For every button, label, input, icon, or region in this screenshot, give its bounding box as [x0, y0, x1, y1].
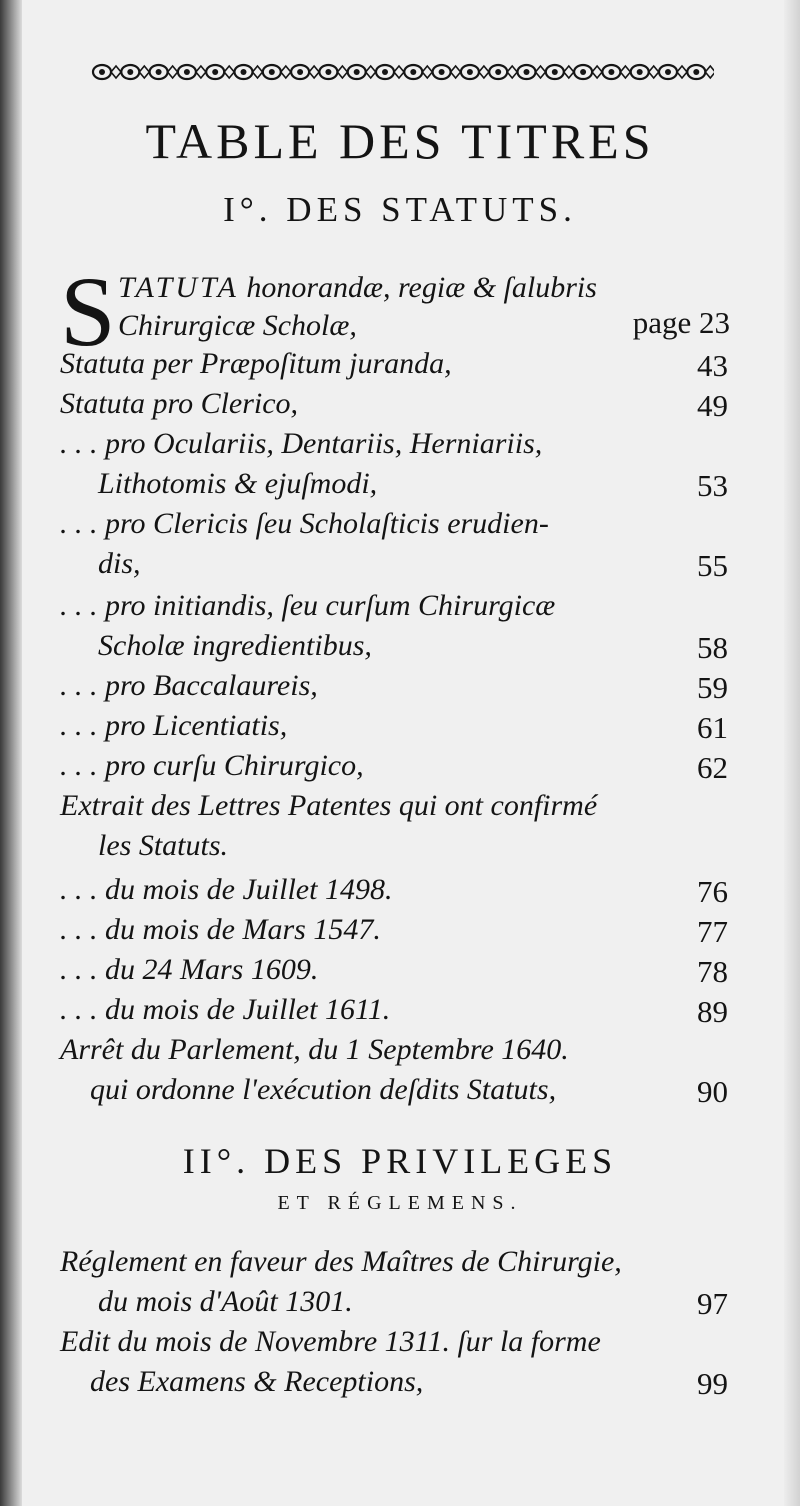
toc-entry-text: Scholæ ingredientibus,: [98, 629, 372, 662]
first-entry-caps: TATUTA: [118, 271, 239, 304]
toc-entry-page-number: 77: [697, 914, 728, 949]
section-heading-statuts: I°. DES STATUTS.: [223, 190, 577, 229]
section-heading-privileges: II°. DES PRIVILEGES: [182, 1141, 618, 1181]
toc-entry-page-number: 59: [697, 670, 728, 705]
toc-entry-text: Statuta per Præpoſitum juranda,: [60, 347, 452, 380]
toc-entry-page-number: 76: [697, 874, 728, 909]
toc-entry-text: Arrêt du Parlement, du 1 Septembre 1640.: [60, 1033, 569, 1066]
toc-entry-text: . . . pro initiandis, ſeu curſum Chirurgicæ: [60, 589, 556, 622]
toc-entry-text: Lithotomis & ejuſmodi,: [98, 467, 378, 500]
toc-entry-text: . . . du mois de Juillet 1611.: [60, 993, 391, 1026]
toc-entry-text: Edit du mois de Novembre 1311. ſur la forme: [60, 1325, 601, 1358]
toc-entry-text: . . . du mois de Juillet 1498.: [60, 873, 393, 906]
toc-entry-page-number: 43: [697, 348, 728, 383]
toc-entry-page-number: 61: [697, 710, 728, 745]
drop-cap-letter: S: [60, 256, 116, 367]
toc-entry-page-number: 58: [697, 630, 728, 665]
toc-entry-page-number: 62: [697, 750, 728, 785]
toc-entry-first-line1: [118, 268, 597, 308]
toc-entry-text: Statuta pro Clerico,: [60, 387, 299, 420]
first-entry-rest: honorandæ, regiæ & ſalubris: [238, 271, 597, 304]
section-subheading-reglemens: ET RÉGLEMENS.: [277, 1192, 523, 1214]
toc-entry-page-number: 78: [697, 954, 728, 989]
toc-entry-text: Réglement en faveur des Maîtres de Chirurgie,: [60, 1245, 622, 1278]
toc-entry-page-number: 49: [697, 388, 728, 423]
toc-entry-text: . . . du mois de Mars 1547.: [60, 913, 381, 946]
toc-entry-page-number: 89: [697, 994, 728, 1029]
toc-entry-page-number: 99: [697, 1366, 728, 1401]
fleuron-band-ornament-icon: [88, 58, 714, 86]
toc-entry-first-line2: Chirurgicæ Scholæ,: [118, 309, 357, 342]
toc-entry-text: . . . pro Clericis ſeu Scholaſticis erudien-: [60, 507, 549, 540]
page-title: TABLE DES TITRES: [145, 113, 655, 169]
toc-entry-page-number: 90: [697, 1074, 728, 1109]
toc-entry-text: . . . pro Baccalaureis,: [60, 669, 318, 702]
toc-entry-text: . . . pro Oculariis, Dentariis, Herniariis,: [60, 427, 543, 460]
toc-entry-text: . . . pro Licentiatis,: [60, 709, 288, 742]
toc-entry-text: les Statuts.: [98, 829, 229, 862]
toc-entry-text: Extrait des Lettres Patentes qui ont confirmé: [60, 789, 598, 822]
toc-entry-page-number: 97: [697, 1286, 728, 1321]
first-entry-page-label: page 23: [632, 305, 730, 340]
toc-entry-text: dis,: [98, 547, 141, 580]
toc-entry-page-number: 53: [697, 468, 728, 503]
toc-entry-text: du mois d'Août 1301.: [98, 1285, 353, 1318]
toc-entry-text: . . . du 24 Mars 1609.: [60, 953, 319, 986]
toc-entry-text: . . . pro curſu Chirurgico,: [60, 749, 364, 782]
toc-entry-text: qui ordonne l'exécution deſdits Statuts,: [90, 1073, 557, 1106]
toc-entry-text: des Examens & Receptions,: [90, 1365, 424, 1398]
toc-entry-page-number: 55: [697, 548, 728, 583]
